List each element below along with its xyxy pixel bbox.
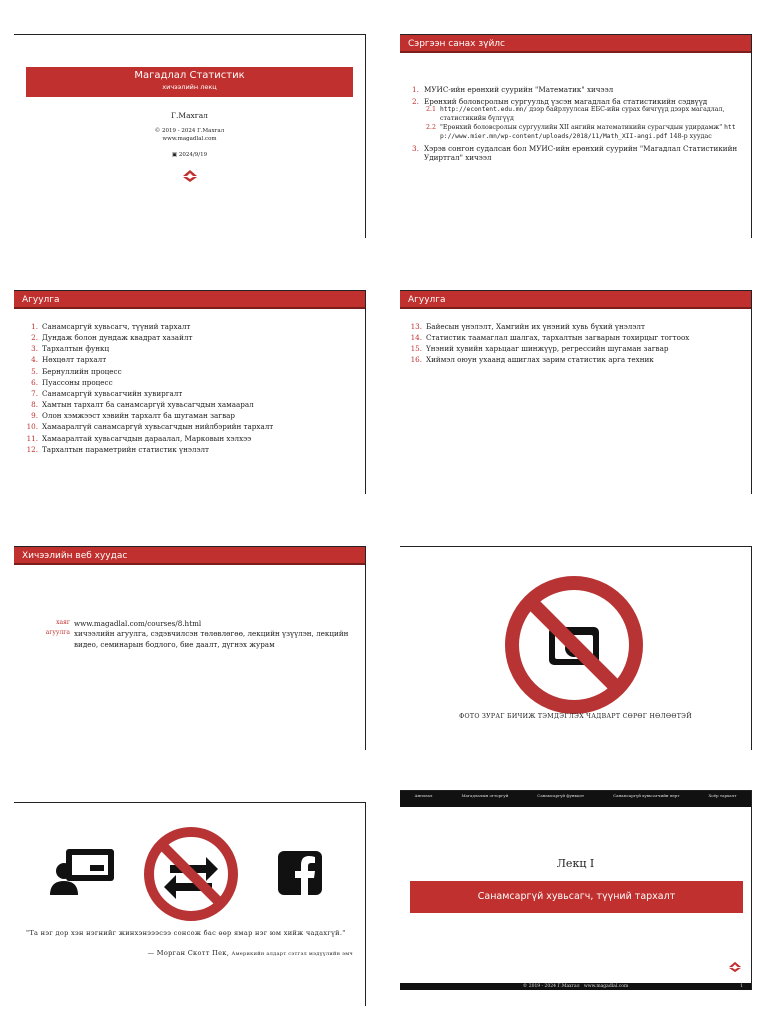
item-number: 6. [31, 377, 38, 387]
calendar-icon: ▣ [171, 152, 179, 158]
quote-text: "Та нэг дор хэн нэгнийг жинхэнэээсээ сонсож бас өөр ямар нэг юм хийж чадахгүй." [26, 929, 346, 937]
item-title: Олон хэмжээст хэвийн тархалт ба шугаман загвар [42, 411, 236, 421]
slide-header: Хичээлийн веб хуудас [14, 547, 365, 565]
item-number: 9. [31, 411, 38, 421]
slide-header: Сэргээн санах зүйлс [400, 35, 751, 53]
item-title: Үнэний хувийн харьцааг шинжүүр, регрессийн шугаман загвар [426, 344, 669, 354]
nav-section[interactable]: Магадлалын огторгуй [461, 793, 509, 798]
item-number: 3. [31, 344, 38, 354]
contents-item [26, 332, 357, 343]
no-photo-caption: ФОТО ЗУРАГ БИЧИЖ ТЭМДЭГЛЭХ ЧАДВАРТ СӨРӨГ НӨЛӨӨТЭЙ [459, 713, 692, 720]
course-content-desc: хичээлийн агуулга, сэдэвчилсэн төлөвлөгөө, лекцийн үзүүлэн, лекцийн видео, семинарын бодлого, бие даалт, дүгнэх журам [74, 629, 349, 649]
item-number: 12. [26, 444, 38, 454]
item-number: 7. [31, 388, 38, 398]
item-title: Байесын үнэлэлт, Хамгийн их үнэний хувь бүхий үнэлэлт [426, 322, 645, 331]
author-name: Г.Махгал [171, 111, 208, 120]
quote-author-desc: Америкийн алдарт сэтгэл мэдүүлийн эмч [231, 951, 353, 957]
contents-item [26, 354, 357, 365]
contents-list [26, 321, 357, 455]
magadlal-logo-icon [182, 169, 198, 183]
item-number: 2. [412, 96, 419, 106]
item-number: 4. [31, 355, 38, 365]
contents-item [26, 343, 357, 354]
contents-item [26, 366, 357, 377]
no-camera-icon [500, 571, 648, 719]
footer-website[interactable]: www.magadlal.com [583, 984, 629, 989]
sub-number: 2.1 [426, 106, 437, 114]
slide-contents-2 [400, 290, 752, 494]
slide-quote [14, 802, 366, 1006]
contents-item [26, 410, 357, 421]
item-title: Тархалтын функц [42, 344, 110, 354]
item-number: 16. [410, 355, 422, 365]
website[interactable]: www.magadlal.com [162, 136, 217, 142]
contents-item [26, 444, 357, 455]
review-item: МУИС-ийн ерөнхий суурийн "Математик" хичээл [424, 85, 614, 94]
sub-item-text: дээр байрлуулсан ЕБС-ийн сурах бичгүүд дээрх магадлал, статистикийн бүлгүүд [440, 106, 725, 123]
item-number: 11. [26, 433, 38, 443]
item-number: 5. [31, 366, 38, 376]
footer-copyright: © 2019 - 2024 Г.Махгал [522, 984, 580, 989]
contents-item [400, 354, 743, 365]
contents-item [26, 421, 357, 432]
contents-item [26, 377, 357, 388]
quote-author: — Морган Скотт Пек, [147, 949, 230, 957]
slide-lecture-1 [400, 790, 752, 990]
item-title: Нөхцөлт тархалт [42, 355, 107, 365]
item-title: Хамааралтай хувьсагчдын дараалал, Марковын хэлхээ [42, 433, 252, 443]
item-number: 1. [412, 85, 419, 94]
item-title: Дундаж болон дундаж квадрат хазайлт [42, 333, 193, 343]
contents-item [26, 433, 357, 444]
nav-section[interactable]: Хоёр тархалт [708, 793, 737, 798]
field-label: агуулга [45, 629, 70, 637]
nav-section[interactable]: Санамсаргүй функцэт [537, 793, 585, 798]
lecture-number: Лекц I [556, 857, 595, 870]
no-exchange-icon [142, 825, 240, 923]
slide-review [400, 34, 752, 238]
nav-section[interactable]: Санамсаргүй хувьсагчийн өөрт [613, 793, 680, 798]
sub-number: 2.2 [426, 124, 437, 132]
contents-item [400, 343, 743, 354]
contents-list [400, 321, 743, 366]
facebook-icon [278, 851, 322, 895]
page-ref: 148-р хуудас [669, 132, 712, 140]
slide-header: Агуулга [400, 291, 751, 309]
copyright: © 2019 - 2024 Г.Махгал [154, 128, 225, 134]
econtent-link[interactable]: http://econtent.edu.mn/ [440, 106, 528, 114]
item-number: 3. [412, 143, 419, 153]
item-number: 1. [31, 322, 38, 331]
mier-link[interactable]: http://www.mier.mn/wp-content/uploads/2018/11/Math_XII-angi.pdf [440, 124, 736, 140]
contents-item [400, 321, 743, 332]
date-value: 2024/9/19 [178, 152, 208, 158]
slide-no-photo [400, 546, 752, 750]
magadlal-logo-icon [728, 961, 742, 973]
review-item: Ерөнхий боловсролын сургуульд үзсэн магадлал ба статистикийн сэдвүүд [424, 96, 708, 106]
review-item: Хэрэв сонгон судалсан бол МУИС-ийн ерөнхий суурийн "Магадлал Статистикийн Удиртгал" хичээл [424, 143, 738, 163]
contents-item [26, 388, 357, 399]
item-title: Бернуллийн процесс [42, 366, 122, 376]
slide-header: Агуулга [14, 291, 365, 309]
presentation-subtitle: хичээлийн лекц [162, 83, 217, 91]
item-title: Хамтын тархалт ба санамсаргүй хувьсагчдын хамаарал [42, 400, 254, 410]
lecture-title: Санамсаргүй хувьсагч, түүний тархалт [477, 891, 676, 902]
item-title: Тархалтын параметрийн статистик үнэлэлт [42, 444, 210, 454]
item-number: 15. [410, 344, 422, 354]
contents-item [400, 332, 743, 343]
item-title: Хиймэл оюун ухаанд ашиглах зарим статистик арга техник [426, 355, 654, 365]
slide-webpage [14, 546, 366, 750]
item-number: 13. [410, 322, 422, 331]
presentation-date [14, 152, 365, 158]
item-number: 10. [26, 422, 38, 432]
item-number: 14. [410, 333, 422, 343]
presentation-title: Магадлал Статистик [134, 70, 245, 81]
nav-section[interactable]: Ангилал [414, 793, 433, 798]
slide-contents-1 [14, 290, 366, 494]
page-number: 1 [740, 984, 743, 989]
item-title: Хамааралгүй санамсаргүй хувьсагчдын нийлбэрийн тархалт [42, 422, 274, 432]
item-title: Статистик таамаглал шалгах, тархалтын загварын тохирцыг тогтоох [426, 333, 690, 343]
item-number: 8. [31, 400, 38, 410]
item-title: Пуассоны процесс [42, 377, 113, 387]
slide-title [14, 34, 366, 238]
field-label: хаяг [56, 619, 70, 626]
presentation-screen-icon [50, 847, 116, 897]
item-title: Санамсаргүй хувьсагчийн хувиргалт [42, 388, 183, 398]
course-url[interactable]: www.magadlal.com/courses/8.html [74, 619, 202, 628]
lecture-title-banner [410, 881, 743, 913]
section-navigation [400, 791, 751, 807]
item-title: Санамсаргүй хувьсагч, түүний тархалт [42, 322, 191, 331]
title-banner [26, 67, 353, 97]
slide-footer [400, 983, 751, 990]
contents-item [26, 399, 357, 410]
sub-item-text: "Ерөнхий боловсролын сургуулийн XII ангийн математикийн сурагчдын удирдамж" [440, 124, 723, 132]
item-number: 2. [31, 333, 38, 343]
contents-item [26, 321, 357, 332]
